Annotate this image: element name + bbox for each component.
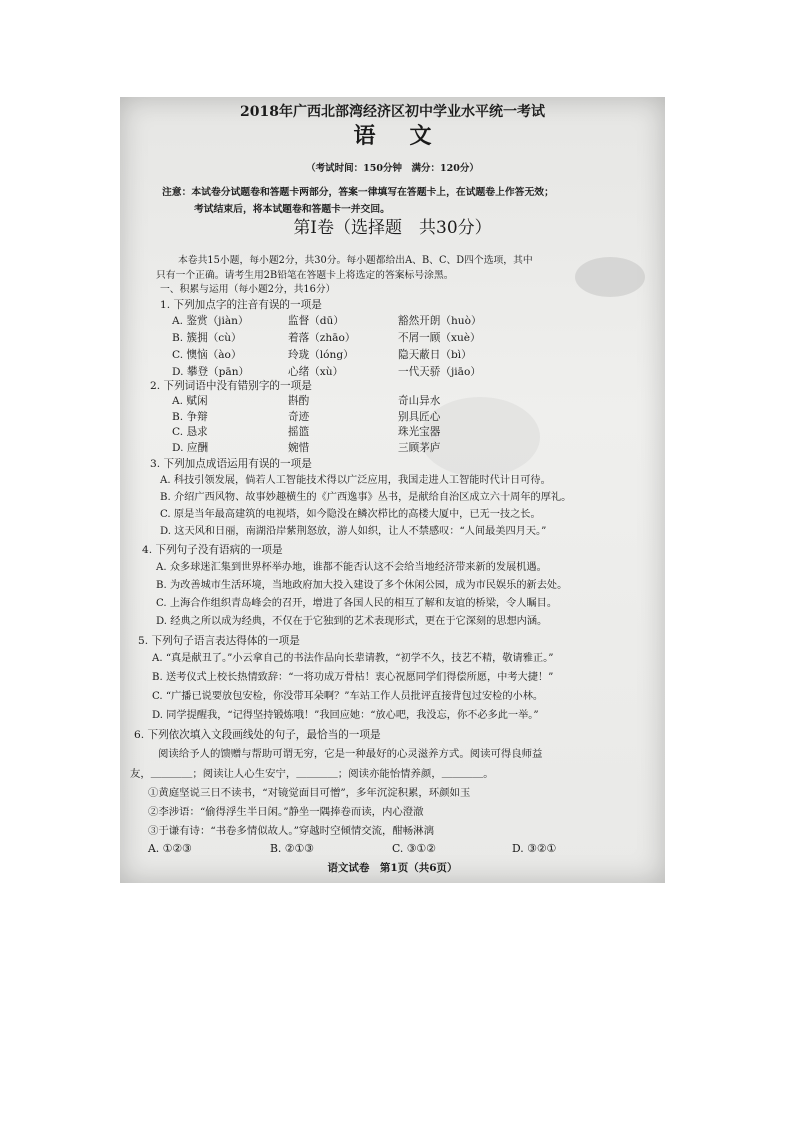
q3-option-c: C. 原是当年最高建筑的电视塔，如今隐没在鳞次栉比的高楼大厦中，已无一技之长。 — [160, 509, 541, 520]
notice-line-2: 考试结束后，将本试题卷和答题卡一并交回。 — [194, 204, 390, 215]
q4-option-c: C. 上海合作组织青岛峰会的召开，增进了各国人民的相互了解和友谊的桥梁，令人瞩目。 — [156, 598, 558, 609]
q6-passage-2: 友，＿＿＿＿；阅读让人心生安宁，＿＿＿＿；阅读亦能怡情养颜，＿＿＿＿。 — [130, 768, 494, 780]
q6-sentence-1: ①黄庭坚说三日不读书，“对镜觉面目可憎”，多年沉淀积累，环颜如玉 — [148, 787, 471, 799]
q5-option-a: A. “真是献丑了。”小云拿自己的书法作品向长辈请教，“初学不久，技艺不精，敬请雅正。” — [152, 653, 554, 664]
q6-passage-1: 阅读给予人的馈赠与帮助可谓无穷，它是一种最好的心灵滋养方式。阅读可得良师益 — [158, 748, 543, 760]
section-intro-1: 本卷共15小题，每小题2分，共30分。每小题都给出A、B、C、D四个选项，其中 — [178, 255, 533, 266]
q6-choice-a: A. ①②③ — [148, 842, 192, 855]
q5-stem: 5. 下列句子语言表达得体的一项是 — [138, 635, 300, 647]
q6-sentence-3: ③于谦有诗：“书卷多情似故人。”穿越时空倾情交流，酣畅淋漓 — [148, 825, 434, 837]
q1-option-d: D. 攀登（pān） — [172, 366, 250, 378]
q1-option-c-3: 隐天蔽日（bì） — [398, 349, 472, 361]
q1-option-b: B. 簇拥（cù） — [172, 332, 242, 344]
section-intro-2: 只有一个正确。请考生用2B铅笔在答题卡上将选定的答案标号涂黑。 — [156, 270, 454, 281]
exam-meta: （考试时间：150分钟 满分：120分） — [306, 163, 479, 174]
q3-option-b: B. 介绍广西风物、故事妙趣横生的《广西逸事》丛书，是献给自治区成立六十周年的厚礼。 — [160, 492, 572, 503]
q5-option-b: B. 送考仪式上校长热情致辞：“一将功成万骨枯！衷心祝愿同学们得偿所愿，中考大捷！” — [152, 672, 554, 683]
paper-stain — [575, 257, 645, 297]
q4-option-a: A. 众多球迷汇集到世界杯举办地，谁都不能否认这不会给当地经济带来新的发展机遇。 — [156, 562, 547, 573]
q2-option-d: D. 应酬 — [172, 442, 209, 454]
q3-option-a: A. 科技引领发展，倘若人工智能技术得以广泛应用，我国走进人工智能时代计日可待。 — [160, 475, 551, 486]
q2-option-c-3: 珠光宝器 — [398, 426, 441, 438]
q5-option-c: C. “广播已说要放包安检，你没带耳朵啊？”车站工作人员批评直接背包过安检的小林。 — [152, 691, 544, 702]
notice-line-1: 注意：本试卷分试题卷和答题卡两部分，答案一律填写在答题卡上，在试题卷上作答无效； — [162, 187, 554, 198]
subject-title: 语文 — [353, 123, 466, 149]
q3-stem: 3. 下列加点成语运用有误的一项是 — [150, 458, 312, 470]
q1-option-a-2: 监督（dū） — [288, 315, 344, 327]
q2-option-d-3: 三顾茅庐 — [398, 442, 441, 454]
exam-title: 2018年广西北部湾经济区初中学业水平统一考试 — [240, 104, 545, 120]
q5-option-d: D. 同学提醒我，“记得坚持锻炼哦！”我回应她：“放心吧，我没忘，你不必多此一举。” — [152, 710, 539, 721]
q2-option-a-3: 奇山异水 — [398, 395, 441, 407]
exam-paper-photo — [120, 97, 665, 883]
q6-choice-d: D. ③②① — [512, 842, 557, 855]
q1-option-c: C. 懊恼（ào） — [172, 349, 242, 361]
q2-option-d-2: 婉惜 — [288, 442, 310, 454]
q1-stem: 1. 下列加点字的注音有误的一项是 — [160, 299, 322, 311]
q2-option-c-2: 摇篮 — [288, 426, 310, 438]
q2-stem: 2. 下列词语中没有错别字的一项是 — [150, 380, 312, 392]
q2-option-b-2: 奇迹 — [288, 411, 310, 423]
q6-choice-b: B. ②①③ — [270, 842, 314, 855]
q6-sentence-2: ②李涉语：“偷得浮生半日闲。”静坐一隅捧卷而读，内心澄澈 — [148, 806, 424, 818]
q2-option-a: A. 赋闲 — [172, 395, 208, 407]
q1-option-b-2: 着落（zhāo） — [288, 332, 356, 344]
q1-option-c-2: 玲珑（lóng） — [288, 349, 354, 361]
part-one-heading: 一、积累与运用（每小题2分，共16分） — [160, 284, 336, 295]
q4-option-d: D. 经典之所以成为经典，不仅在于它独到的艺术表现形式，更在于它深刻的思想内涵。 — [156, 616, 548, 627]
page-footer: 语文试卷 第1页（共6页） — [327, 862, 458, 874]
q1-option-b-3: 不屑一顾（xuè） — [398, 332, 481, 344]
q4-option-b: B. 为改善城市生活环境，当地政府加大投入建设了多个休闲公园，成为市民娱乐的新去处。 — [156, 580, 568, 591]
q2-option-c: C. 恳求 — [172, 426, 208, 438]
q1-option-a-3: 豁然开朗（huò） — [398, 315, 482, 327]
q6-choice-c: C. ③①② — [392, 842, 436, 855]
q2-option-b: B. 争辩 — [172, 411, 208, 423]
q3-option-d: D. 这天风和日丽，南湖沿岸紫荆怒放，游人如织，让人不禁感叹：“人间最美四月天。” — [160, 526, 547, 537]
q1-option-a: A. 鉴赏（jiàn） — [172, 315, 249, 327]
q6-stem: 6. 下列依次填入文段画线处的句子，最恰当的一项是 — [134, 729, 381, 741]
q1-option-d-2: 心绪（xù） — [288, 366, 344, 378]
section-title: 第Ⅰ卷（选择题 共30分） — [293, 218, 492, 238]
q4-stem: 4. 下列句子没有语病的一项是 — [142, 544, 283, 556]
q2-option-b-3: 别具匠心 — [398, 411, 441, 423]
q2-option-a-2: 斟酌 — [288, 395, 310, 407]
q1-option-d-3: 一代天骄（jiāo） — [398, 366, 481, 378]
